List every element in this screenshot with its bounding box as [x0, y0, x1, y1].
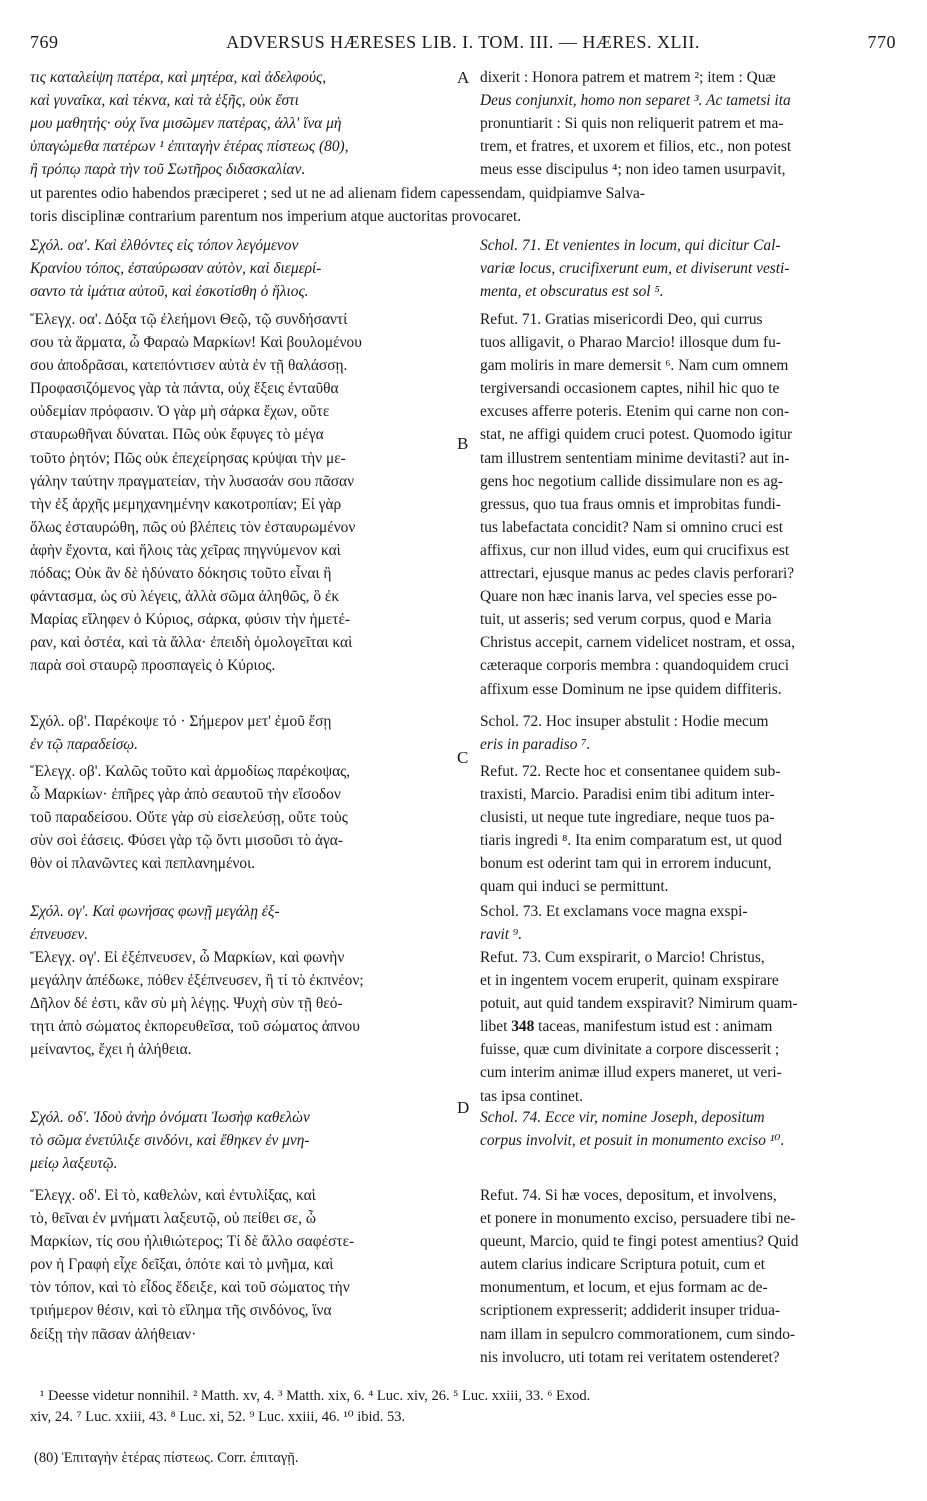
text-line: μεγάλην ἀπέδωκε, πόθεν ἐξέπνευσεν, ἢ τί τὸ ἐκπνέον; — [30, 972, 364, 990]
text-line: gam moliris in mare demersit ⁶. Nam cum omnem — [480, 357, 789, 375]
note-line: (80) Ἐπιταγὴν ἑτέρας πίστεως. Corr. ἐπιταγῇ. — [34, 1450, 299, 1466]
text-line: tam illustrem sententiam minime devitasti? aut in- — [480, 449, 790, 467]
scholion-74-greek — [30, 1106, 448, 1175]
footnote-line: xiv, 24. ⁷ Luc. xxiii, 43. ⁸ Luc. xi, 52. ⁹ Luc. xxiii, 46. ¹⁰ ibid. 53. — [30, 1409, 406, 1425]
text-line: Σχόλ. ογ'. Καὶ φωνήσας φωνῇ μεγάλῃ ἐξ- — [30, 903, 280, 920]
text-line: meus esse discipulus ⁴; non ideo tamen usurpavit, — [480, 161, 786, 179]
margin-mark-b: B — [457, 434, 469, 453]
text-line: affixum esse Dominum ne ipse quidem diffiteris. — [480, 680, 782, 698]
text-line: σὺν σοὶ ἐάσεις. Φύσει γὰρ τῷ ὄντι μισοῦσι τὸ ἀγα- — [30, 832, 343, 850]
page-marker: 348 — [511, 1018, 535, 1036]
full-width-passage — [30, 182, 894, 228]
text-line-with-marker — [480, 1015, 894, 1038]
text-line: μου μαθητής· οὐχ ἵνα μισῶμεν πατέρας, ἀλλ' ἵνα μὴ — [30, 115, 342, 133]
scholion-72-latin — [480, 710, 894, 756]
text-line: Κρανίου τόπος, ἐσταύρωσαν αὐτὸν, καὶ διεμερί- — [30, 260, 322, 278]
text-line: quam qui induci se permittunt. — [480, 878, 669, 896]
text-line: cæteraque corporis membra : quandoquidem cruci — [480, 657, 789, 675]
scholion-74-latin — [480, 1106, 894, 1152]
text-line: potuit, aut quid tandem exspiravit? Nimirum quam- — [480, 995, 798, 1013]
refutation-71-greek — [30, 308, 448, 678]
scholion-73-latin — [480, 900, 894, 946]
text-line: Schol. 74. Ecce vir, nomine Joseph, depositum — [480, 1109, 765, 1126]
text-line: Ἔλεγχ. ογ'. Εἰ ἐξέπνευσεν, ὦ Μαρκίων, καὶ φωνὴν — [30, 949, 345, 966]
text-line: ἐν τῷ παραδείσῳ. — [30, 736, 139, 754]
text-line: Σχόλ. οβ'. Παρέκοψε τό · Σήμερον μετ' ἐμοῦ ἔσῃ — [30, 713, 332, 730]
text-line: τριήμερον θέσιν, καὶ τὸ εἴλημα τῆς σινδόνος, ἵνα — [30, 1302, 332, 1320]
text-line: ρον ἡ Γραφὴ εἶχε δεῖξαι, ὁπότε καὶ τὸ μνῆμα, καὶ — [30, 1256, 334, 1274]
text-line: ἢ τρόπῳ παρὰ τὴν τοῦ Σωτῆρος διδασκαλίαν. — [30, 161, 306, 179]
text-line: bonum est oderint tam qui in errorem inducunt, — [480, 855, 772, 873]
text-line: Προφασιζόμενος γὰρ τὰ πάντα, οὐχ ἕξεις ἐνταῦθα — [30, 380, 339, 398]
text-line: Σχόλ. οδ'. Ἰδοὺ ἀνὴρ ὀνόματι Ἰωσὴφ καθελὼν — [30, 1109, 310, 1126]
text-line: σου ἀποδρᾶσαι, κατεπόντισεν αὐτὰ ἐν τῇ θαλάσσῃ. — [30, 357, 348, 375]
refutation-74-greek — [30, 1184, 448, 1346]
footnotes — [30, 1386, 894, 1428]
text-line: nis involucro, uti totam rei veritatem ostenderet? — [480, 1348, 780, 1366]
text-line: nam illam in sepulcro commorationem, cum sindo- — [480, 1325, 796, 1343]
page-header — [30, 32, 896, 58]
text-line: clusisti, ut neque tute ingrediare, neque tuos pa- — [480, 809, 775, 827]
text-line: έπνευσεν. — [30, 926, 89, 944]
text-line: Christus accepit, carnem videlicet nostram, et ossa, — [480, 634, 795, 652]
text-line: trem, et fratres, et uxorem et filios, etc., non potest — [480, 138, 792, 156]
text-line: dixerit : Honora patrem et matrem ²; item : Quæ — [480, 69, 776, 86]
text-line: tuos alligavit, o Pharao Marcio! illosque dum fu- — [480, 334, 781, 352]
critical-note-80 — [30, 1448, 894, 1469]
margin-mark-d: D — [457, 1098, 470, 1117]
text-line: menta, et obscuratus est sol ⁵. — [480, 283, 664, 301]
text-line: autem clarius indicare Scriptura potuit, cum et — [480, 1256, 766, 1274]
text-line: Ἔλεγχ. οβ'. Καλῶς τοῦτο καὶ ἁρμοδίως παρέκοψας, — [30, 763, 351, 780]
text-line: traxisti, Marcio. Paradisi enim tibi aditum inter- — [480, 786, 775, 804]
text-line: τητι ἀπὸ σώματος ἐκπορευθεῖσα, τοῦ σώματος ἀπνου — [30, 1018, 360, 1036]
text-line: attrectari, ejusque manus ac pedes clavis perforari? — [480, 565, 795, 583]
text-line: ἁφὴν ἔχοντα, καὶ ἥλοις τὰς χεῖρας πηγνύμενον καὶ — [30, 541, 341, 559]
text-line: Ἔλεγχ. οα'. Δόξα τῷ ἐλεήμονι Θεῷ, τῷ συνδήσαντί — [30, 311, 348, 328]
text-line: Schol. 72. Hoc insuper abstulit : Hodie mecum — [480, 713, 769, 730]
text-line: Refut. 74. Si hæ voces, depositum, et involvens, — [480, 1187, 777, 1204]
text-line: γάλην ταύτην πραγματείαν, τὴν λυσασάν σου πᾶσαν — [30, 472, 355, 490]
text-line: παρὰ σοὶ σταυρῷ προσπαγεὶς ὁ Κύριος. — [30, 657, 276, 675]
latin-opening-passage — [480, 66, 894, 181]
text-line: Schol. 73. Et exclamans voce magna exspi- — [480, 903, 748, 920]
text-line: τοῦ παραδείσου. Οὔτε γὰρ σὺ εἰσελεύσῃ, οὔτε τοὺς — [30, 809, 348, 827]
text-line: τὸ σῶμα ἐνετύλιξε σινδόνι, καὶ ἔθηκεν ἐν μνη- — [30, 1132, 310, 1150]
text-line: gressus, quo tua fraus omnis et improbitas fundi- — [480, 495, 781, 513]
text-line: σαντο τὰ ἱμάτια αὐτοῦ, καὶ ἐσκοτίσθη ὁ ἥλιος. — [30, 283, 309, 301]
text-line: τις καταλείψη πατέρα, καὶ μητέρα, καὶ ἀδελφούς, — [30, 69, 327, 86]
refutation-73-greek — [30, 946, 448, 1061]
text-line: θὸν οἱ πλανῶντες καὶ πεπλανημένοι. — [30, 855, 256, 873]
text-line: ραν, καὶ ὀστέα, καὶ τὰ ἄλλα· ἐπειδὴ ὁμολογεῖται καὶ — [30, 634, 353, 652]
text-line: tergiversandi occasionem captes, nihil hic quo te — [480, 380, 780, 398]
text-line: τὸν τόπον, καὶ τὸ εἶδος ἔδειξε, καὶ τοῦ σώματος τὴν — [30, 1279, 350, 1297]
running-title: ADVERSUS HÆRESES LIB. I. TOM. III. — HÆRES. XLII. — [226, 32, 700, 52]
text-line: οὐδεμίαν πρόφασιν. Ὁ γὰρ μὴ σάρκα ἔχων, οὔτε — [30, 403, 330, 421]
text-line: Μαρίας εἴληφεν ὁ Κύριος, σάρκα, φύσιν τὴν ἡμετέ- — [30, 611, 351, 629]
text-line: ὦ Μαρκίων· ἐπῆρες γὰρ ἀπὸ σεαυτοῦ τὴν εἴσοδον — [30, 786, 341, 804]
text-line: queunt, Marcio, quid te fingi potest amentius? Quid — [480, 1233, 799, 1251]
text-line: eris in paradiso ⁷. — [480, 736, 591, 754]
text-line: affixus, cur non illud vides, eum qui crucifixus est — [480, 541, 790, 559]
margin-mark-c: C — [457, 748, 469, 767]
text-line: πόδας; Οὐκ ἂν δὲ ἠδύνατο δόκησις τοῦτο εἶναι ἢ — [30, 565, 332, 583]
text-line: scriptionem expresserit; addiderit insuper tridua- — [480, 1302, 781, 1320]
text-line: et in ingentem vocem eruperit, quinam exspirare — [480, 972, 779, 990]
text-line: stat, ne affigi quidem cruci potest. Quomodo igitur — [480, 426, 793, 444]
page-number-left: 769 — [30, 32, 59, 52]
refutation-72-latin — [480, 760, 894, 899]
text-fragment: taceas, manifestum istud est : animam — [538, 1018, 773, 1036]
text-line: τὸ, θεῖναι ἐν μνήματι λαξευτῷ, οὐ πείθει σε, ὦ — [30, 1210, 317, 1228]
text-line: tuit, ut asseris; sed verum corpus, quod e Maria — [480, 611, 772, 629]
text-line: toris disciplinæ contrarium parentum nos imperium atque auctoritas provocaret. — [30, 208, 522, 226]
text-line: monumentum, et locum, et ejus formam ac de- — [480, 1279, 768, 1297]
greek-opening-passage — [30, 66, 448, 181]
refutation-72-greek — [30, 760, 448, 875]
text-line: variæ locus, crucifixerunt eum, et diviserunt vesti- — [480, 260, 790, 278]
text-line: Ἔλεγχ. οδ'. Εἰ τὸ, καθελὼν, καὶ ἐντυλίξας, καὶ — [30, 1187, 316, 1204]
text-line: Schol. 71. Et venientes in locum, qui dicitur Cal- — [480, 237, 781, 254]
text-line: σου τὰ ἅρματα, ὦ Φαραὼ Μαρκίων! Καὶ βουλομένου — [30, 334, 362, 352]
text-line: gens hoc negotium callide dissimulare non es ag- — [480, 472, 784, 490]
text-line: Μαρκίων, τίς σου ἠλιθιώτερος; Τί δὲ ἄλλο σαφέστε- — [30, 1233, 355, 1251]
refutation-74-latin — [480, 1184, 894, 1369]
text-line: ut parentes odio habendos præciperet ; sed ut ne ad alienam fidem capessendam, quidpiamve Salva- — [30, 185, 646, 202]
text-line: ravit ⁹. — [480, 926, 523, 944]
text-line: φάντασμα, ὡς σὺ λέγεις, ἀλλὰ σῶμα ἀληθῶς, ὃ ἐκ — [30, 588, 340, 606]
text-line: corpus involvit, et posuit in monumento exciso ¹⁰. — [480, 1132, 785, 1150]
footnote-line: ¹ Deesse videtur nonnihil. ² Matth. xv, 4. ³ Matth. xix, 6. ⁴ Luc. xiv, 26. ⁵ Luc. xxiii, 33. ⁶ Exod. — [40, 1388, 591, 1404]
margin-mark-a: A — [457, 68, 470, 87]
text-line: excuses afferre poteris. Etenim qui carne non con- — [480, 403, 790, 421]
refutation-71-latin — [480, 308, 894, 701]
scholion-73-greek — [30, 900, 448, 946]
text-fragment: libet — [480, 1018, 508, 1036]
text-line: Δῆλον δέ ἐστι, κἂν σὺ μὴ λέγῃς. Ψυχὴ σὺν τῇ θεό- — [30, 995, 343, 1013]
text-line: pronuntiarit : Si quis non reliquerit patrem et ma- — [480, 115, 784, 133]
scholion-71-latin — [480, 234, 894, 303]
text-line: μείῳ λαξευτῷ. — [30, 1155, 118, 1173]
text-line: μείναντος, ἔχει ἡ ἀλήθεια. — [30, 1041, 192, 1059]
text-line: καὶ γυναῖκα, καὶ τέκνα, καὶ τὰ ἑξῆς, οὐκ ἔστι — [30, 92, 299, 110]
text-line: tiaris ingredi ⁸. Ita enim comparatum est, ut quod — [480, 832, 782, 850]
refutation-73-latin — [480, 946, 894, 1108]
text-line: τὴν ἐξ ἀρχῆς μεμηχανημένην κακοτροπίαν; Εἰ γὰρ — [30, 495, 342, 513]
text-line: Refut. 71. Gratias misericordi Deo, qui currus — [480, 311, 763, 328]
text-line: fuisse, quæ cum divinitate a corpore discesserit ; — [480, 1041, 780, 1059]
text-line: Σχόλ. οα'. Καὶ ἐλθόντες εἰς τόπον λεγόμενον — [30, 237, 299, 254]
text-line: τοῦτο ῥητόν; Πῶς οὐκ ἐπεχείρησας κρύψαι τὴν με- — [30, 449, 346, 467]
text-line: et ponere in monumento exciso, persuadere tibi ne- — [480, 1210, 796, 1228]
text-line: tas ipsa continet. — [480, 1087, 584, 1105]
text-line: Refut. 73. Cum exspirarit, o Marcio! Christus, — [480, 949, 765, 966]
text-line: Refut. 72. Recte hoc et consentanee quidem sub- — [480, 763, 781, 780]
scholion-71-greek — [30, 234, 448, 303]
page-number-right: 770 — [867, 32, 896, 52]
text-line: tus labefactata concidit? Nam si omnino cruci est — [480, 518, 784, 536]
text-line: cum interim animæ illud expers maneret, ut veri- — [480, 1064, 782, 1082]
text-line: Deus conjunxit, homo non separet ³. Ac tametsi ita — [480, 92, 791, 110]
text-line: Quare non hæc inanis larva, vel species esse po- — [480, 588, 778, 606]
text-line: ὑπαγώμεθα πατέρων ¹ ἐπιταγὴν ἑτέρας πίστεως (80), — [30, 138, 349, 156]
scholion-72-greek — [30, 710, 448, 756]
text-line: σταυρωθῆναι δύναται. Πῶς οὐκ ἔφυγες τὸ μέγα — [30, 426, 324, 444]
text-line: ὅλως ἐσταυρώθη, πῶς οὐ βλέπεις τὸν ἐσταυρωμένον — [30, 518, 356, 536]
text-line: δείξῃ τὴν πᾶσαν ἀλήθειαν· — [30, 1325, 197, 1343]
